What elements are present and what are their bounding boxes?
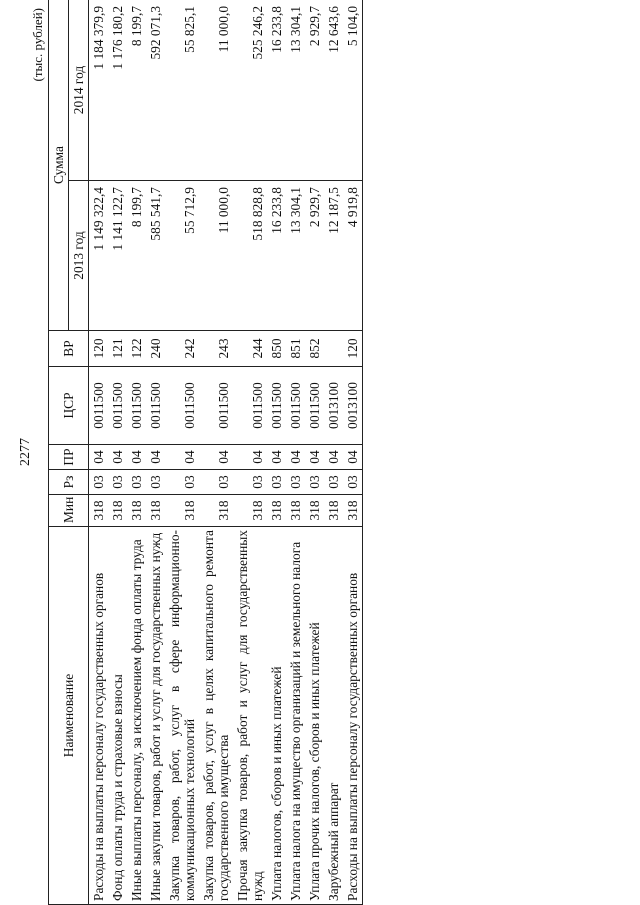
cell-name: Иные закупки товаров, работ и услуг для государственных нужд [146, 527, 165, 905]
table-row [267, 0, 286, 905]
col-header-csr: ЦСР [49, 367, 89, 445]
table-row [89, 0, 109, 905]
cell-rz: 03 [324, 470, 343, 495]
table-row [199, 0, 233, 905]
cell-name: Уплата налогов, сборов и иных платежей [267, 527, 286, 905]
cell-pr: 04 [305, 445, 324, 470]
cell-min: 318 [286, 495, 305, 527]
cell-name: Закупка товаров, работ, услуг в целях капитального ремонта государственного имущества [199, 527, 233, 905]
col-header-rz: Рз [49, 470, 89, 495]
cell-pr: 04 [127, 445, 146, 470]
cell-pr: 04 [286, 445, 305, 470]
table-row [127, 0, 146, 905]
cell-name: Уплата налога на имущество организаций и земельного налога [286, 527, 305, 905]
cell-rz: 03 [233, 470, 267, 495]
cell-y2013: 518 828,8 [233, 181, 267, 331]
table-row [305, 0, 324, 905]
cell-csr: 0011500 [305, 367, 324, 445]
table-header [49, 0, 89, 905]
cell-vr: 852 [305, 331, 324, 367]
col-header-min: Мин [49, 495, 89, 527]
cell-csr: 0011500 [89, 367, 109, 445]
cell-vr: 851 [286, 331, 305, 367]
cell-rz: 03 [165, 470, 199, 495]
cell-y2013: 1 149 322,4 [89, 181, 109, 331]
cell-y2014: 5 104,0 [343, 0, 363, 181]
cell-name: Фонд оплаты труда и страховые взносы [108, 527, 127, 905]
cell-y2013: 585 541,7 [146, 181, 165, 331]
table-row [165, 0, 199, 905]
table-body [89, 0, 363, 905]
table-row [233, 0, 267, 905]
cell-vr: 244 [233, 331, 267, 367]
units-note: (тыс. рублей) [30, 8, 45, 82]
col-header-vr: ВР [49, 331, 89, 367]
header-row [49, 0, 69, 905]
cell-y2014: 592 071,3 [146, 0, 165, 181]
cell-pr: 04 [146, 445, 165, 470]
cell-name: Закупка товаров, работ, услуг в сфере информационно-коммуникационных технологий [165, 527, 199, 905]
col-header-sum: Сумма [49, 0, 69, 331]
cell-pr: 04 [324, 445, 343, 470]
cell-csr: 0011500 [286, 367, 305, 445]
cell-y2013: 11 000,0 [199, 181, 233, 331]
cell-name: Прочая закупка товаров, работ и услуг для государственных нужд [233, 527, 267, 905]
table-row [108, 0, 127, 905]
col-header-2013: 2013 год [69, 181, 89, 331]
cell-y2013: 12 187,5 [324, 181, 343, 331]
cell-y2013: 2 929,7 [305, 181, 324, 331]
table-row [324, 0, 343, 905]
col-header-name: Наименование [49, 527, 89, 905]
cell-rz: 03 [286, 470, 305, 495]
cell-min: 318 [233, 495, 267, 527]
cell-vr: 243 [199, 331, 233, 367]
cell-vr: 120 [89, 331, 109, 367]
cell-name: Иные выплаты персоналу, за исключением фонда оплаты труда [127, 527, 146, 905]
cell-csr: 0011500 [267, 367, 286, 445]
cell-min: 318 [146, 495, 165, 527]
cell-y2014: 16 233,8 [267, 0, 286, 181]
cell-name: Расходы на выплаты персоналу государственных органов [89, 527, 109, 905]
cell-y2013: 1 141 122,7 [108, 181, 127, 331]
cell-vr [324, 331, 343, 367]
cell-pr: 04 [267, 445, 286, 470]
cell-csr: 0013100 [324, 367, 343, 445]
cell-pr: 04 [233, 445, 267, 470]
cell-rz: 03 [305, 470, 324, 495]
cell-vr: 242 [165, 331, 199, 367]
cell-y2013: 55 712,9 [165, 181, 199, 331]
cell-min: 318 [267, 495, 286, 527]
cell-min: 318 [165, 495, 199, 527]
cell-csr: 0011500 [146, 367, 165, 445]
cell-name: Расходы на выплаты персоналу государственных органов [343, 527, 363, 905]
table-row [343, 0, 363, 905]
cell-rz: 03 [108, 470, 127, 495]
cell-csr: 0013100 [343, 367, 363, 445]
cell-vr: 121 [108, 331, 127, 367]
cell-y2013: 16 233,8 [267, 181, 286, 331]
cell-min: 318 [127, 495, 146, 527]
cell-min: 318 [108, 495, 127, 527]
cell-min: 318 [324, 495, 343, 527]
cell-pr: 04 [89, 445, 109, 470]
cell-pr: 04 [165, 445, 199, 470]
cell-vr: 240 [146, 331, 165, 367]
table-row [146, 0, 165, 905]
cell-vr: 122 [127, 331, 146, 367]
cell-name: Зарубежный аппарат [324, 527, 343, 905]
cell-rz: 03 [146, 470, 165, 495]
cell-rz: 03 [127, 470, 146, 495]
cell-y2013: 4 919,8 [343, 181, 363, 331]
cell-min: 318 [305, 495, 324, 527]
cell-y2014: 55 825,1 [165, 0, 199, 181]
cell-y2014: 2 929,7 [305, 0, 324, 181]
cell-csr: 0011500 [233, 367, 267, 445]
cell-y2013: 13 304,1 [286, 181, 305, 331]
cell-rz: 03 [267, 470, 286, 495]
cell-y2014: 525 246,2 [233, 0, 267, 181]
col-header-2014: 2014 год [69, 0, 89, 181]
cell-y2014: 11 000,0 [199, 0, 233, 181]
cell-vr: 850 [267, 331, 286, 367]
cell-rz: 03 [89, 470, 109, 495]
cell-min: 318 [343, 495, 363, 527]
col-header-pr: ПР [49, 445, 89, 470]
cell-y2014: 8 199,7 [127, 0, 146, 181]
cell-min: 318 [199, 495, 233, 527]
cell-pr: 04 [199, 445, 233, 470]
cell-pr: 04 [108, 445, 127, 470]
page-number: 2277 [18, 438, 33, 466]
cell-csr: 0011500 [127, 367, 146, 445]
cell-csr: 0011500 [199, 367, 233, 445]
cell-y2014: 13 304,1 [286, 0, 305, 181]
cell-vr: 120 [343, 331, 363, 367]
table-row [286, 0, 305, 905]
cell-min: 318 [89, 495, 109, 527]
cell-rz: 03 [343, 470, 363, 495]
cell-y2013: 8 199,7 [127, 181, 146, 331]
cell-pr: 04 [343, 445, 363, 470]
budget-table [48, 0, 363, 905]
cell-y2014: 1 184 379,9 [89, 0, 109, 181]
cell-name: Уплата прочих налогов, сборов и иных платежей [305, 527, 324, 905]
cell-y2014: 12 643,6 [324, 0, 343, 181]
cell-y2014: 1 176 180,2 [108, 0, 127, 181]
cell-csr: 0011500 [108, 367, 127, 445]
cell-csr: 0011500 [165, 367, 199, 445]
cell-rz: 03 [199, 470, 233, 495]
